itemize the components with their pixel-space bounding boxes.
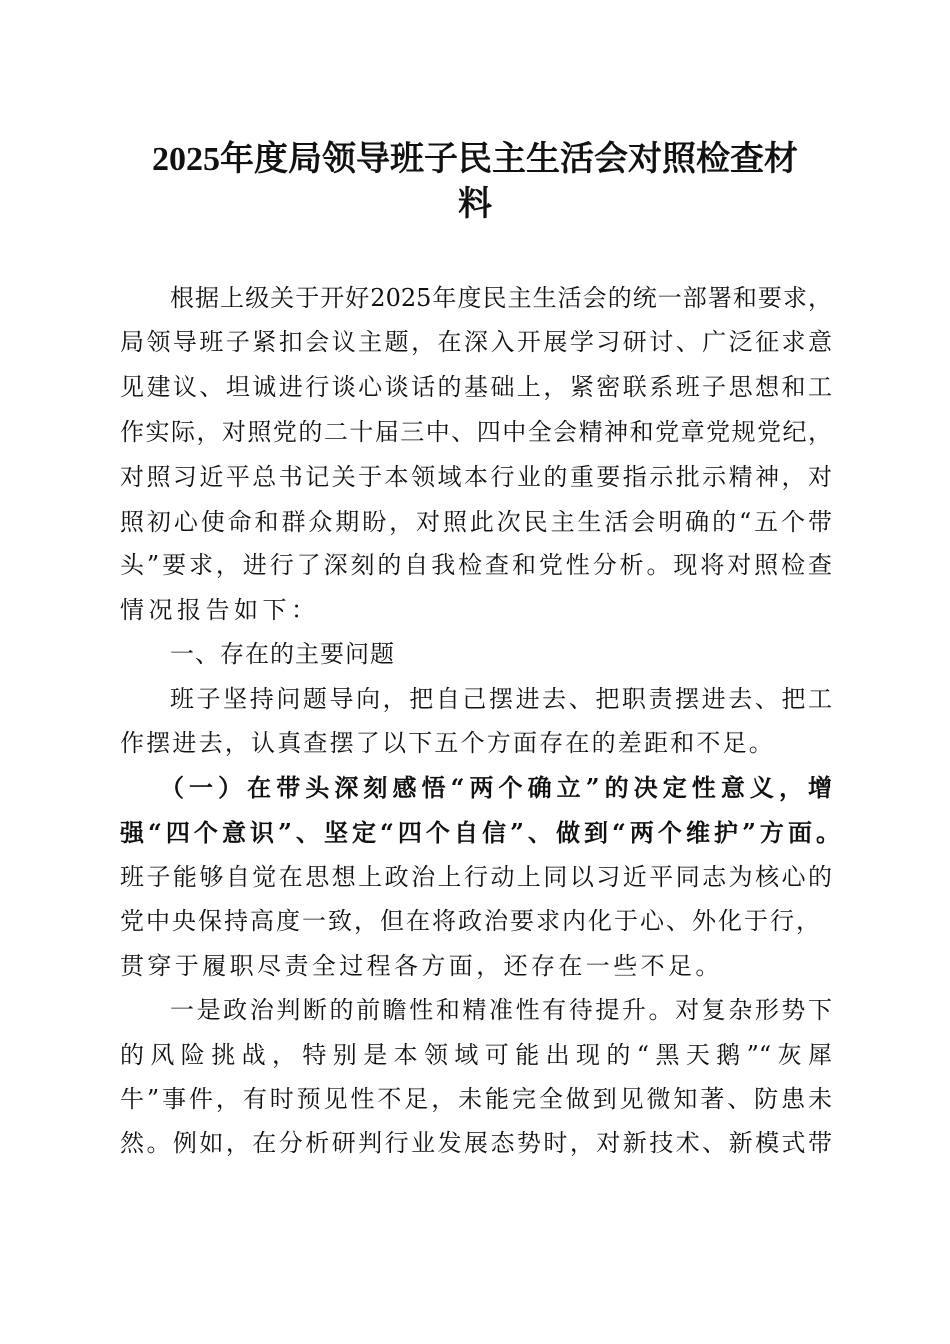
- text-line: 班子坚持问题导向，把自己摆进去、把职责摆进去、把工: [170, 685, 832, 713]
- subsection-heading-line: （一）在带头深刻感悟“两个确立”的决定性意义，增: [160, 773, 832, 802]
- text-line: 然。例如，在分析研判行业发展态势时，对新技术、新模式带: [120, 1129, 832, 1157]
- section-heading: 一、存在的主要问题: [170, 640, 395, 668]
- text-line: 见建议、坦诚进行谈心谈话的基础上，紧密联系班子思想和工: [120, 373, 832, 401]
- subsection-heading-line: 强“四个意识”、坚定“四个自信”、做到“两个维护”方面。: [120, 818, 840, 847]
- text-line: 作摆进去，认真查摆了以下五个方面存在的差距和不足。: [120, 729, 775, 757]
- text-line: 情况报告如下：: [120, 596, 320, 624]
- text-line: 头”要求，进行了深刻的自我检查和党性分析。现将对照检查: [120, 551, 832, 579]
- text-line: 照初心使命和群众期盼，对照此次民主生活会明确的“五个带: [120, 508, 832, 536]
- document-title-line-1: 2025年度局领导班子民主生活会对照检查材: [152, 141, 798, 178]
- document-title-line-2: 料: [458, 186, 492, 223]
- text-line: 根据上级关于开好2025年度民主生活会的统一部署和要求，: [170, 284, 832, 312]
- text-line: 作实际，对照党的二十届三中、四中全会精神和党章党规党纪，: [120, 418, 832, 446]
- text-line: 对照习近平总书记关于本领域本行业的重要指示批示精神，对: [120, 463, 832, 491]
- text-line: 一是政治判断的前瞻性和精准性有待提升。对复杂形势下: [170, 996, 832, 1024]
- text-line: 班子能够自觉在思想上政治上行动上同以习近平同志为核心的: [120, 863, 832, 891]
- text-line: 的风险挑战，特别是本领域可能出现的“黑天鹅”“灰犀: [120, 1041, 832, 1069]
- text-line: 局领导班子紧扣会议主题，在深入开展学习研讨、广泛征求意: [120, 328, 832, 356]
- text-line: 贯穿于履职尽责全过程各方面，还存在一些不足。: [120, 952, 723, 980]
- text-line: 党中央保持高度一致，但在将政治要求内化于心、外化于行，: [120, 907, 820, 935]
- text-line: 牛”事件，有时预见性不足，未能完全做到见微知著、防患未: [120, 1085, 832, 1113]
